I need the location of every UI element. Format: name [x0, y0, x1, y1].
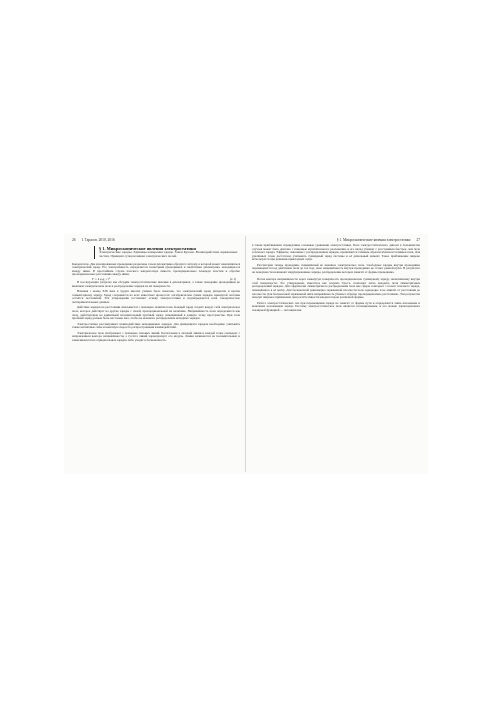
formula-label: (1.1) — [229, 277, 236, 281]
section-subtitle: Электрические заряды. Единицы измерения заряда. Закон Кулона. Взаимодействие заряженных частиц. Принцип суперпозиции электрических полей. — [99, 250, 238, 258]
left-page — [72, 238, 240, 472]
page-gutter — [245, 236, 246, 472]
paragraph: Поток вектора напряжённости через замкнутую поверхность пропорционален суммарному заряду, заключённому внутри этой поверхности. Это утверждение, известное как теорема Гаусса, позволяет легко находить поля симметричных распределений зарядов. Для сферически симметричного распределения поле вне сферы совпадает с полем точечного заряда, помещённого в её центр. Для бесконечной равномерно заряженной плоскости поле однородно и не зависит от расстояния до плоскости. Для бесконечной заряженной нити напряжённость убывает обратно пропорционально расстоянию. Эти результаты находят широкое применение при расчёте ёмкости конденсаторов различной формы. — [252, 277, 420, 300]
page-number-right: 27 — [416, 238, 420, 242]
section-title: § 1. Микроскопические явления электростатики — [99, 246, 196, 251]
running-head-right — [252, 238, 420, 242]
paragraph: В последующих разделах мы обсудим электростатические явления в диэлектриках, а также поведение проводников во внешнем электрическом поле и распределение зарядов на их поверхности. — [72, 280, 240, 288]
page-number-left: 26 — [72, 238, 76, 242]
paragraph: Работа электростатических сил при перемещении заряда не зависит от формы пути и определяется лишь начальным и конечным положением заряда. Поэтому электростатическое поле является потенциальным, и его можно характеризовать скалярной функцией — потенциалом. — [252, 300, 420, 312]
formula-expression: F = k q₁q₂ / r² — [92, 277, 110, 281]
running-head-right-title: § 1. Микроскопические явления электростатики — [336, 238, 411, 242]
paragraph: Действие зарядов на расстоянии описывается с помощью понятия поля. Каждый заряд создаёт вокруг себя электрическое поле, которое действует на другие заряды с силой, пропорциональной их величине. Напряжённость поля определяется как сила, действующая на единичный положительный пробный заряд, помещённый в данную точку пространства. При этом пробный заряд должен быть настолько мал, чтобы не искажать распределение исходных зарядов. — [72, 305, 240, 321]
right-page — [252, 238, 420, 472]
paragraph: Начиная с конца XIX века в трудах многих учёных было показано, что электрический заряд дискретен и кратен элементарному заряду. Заряд сохраняется во всех известных процессах: алгебраическая сумма зарядов замкнутой системы остаётся постоянной. Эти утверждения составляют основу электростатики и подтверждаются всей совокупностью экспериментальных данных. — [72, 289, 240, 304]
section-heading-box — [94, 246, 240, 259]
running-head-left-title: I. Тарасов. 2010, 2016 — [81, 238, 115, 242]
paragraph: в таком приближении справедливы основные уравнения электростатики. Поле электростатического диполя в большинстве случаев может быть описано с помощью мультипольного разложения, и его вклад убывает с расстоянием быстрее, чем поле точечного заряда. Эффекты, связанные с распределением зарядов, проявляются главным образом вблизи источников поля. Для удалённых точек достаточно учитывать суммарный заряд системы и её дипольный момент. Такое приближение широко используется при решении прикладных задач. — [252, 243, 420, 262]
paragraph: Электрическое поле изображают с помощью силовых линий. Касательная к силовой линии в каждой точке совпадает с направлением вектора напряжённости, а густота линий характеризует его модуль. Линии начинаются на положительных и заканчиваются на отрицательных зарядах либо уходят в бесконечность. — [72, 330, 240, 342]
book-spread — [64, 234, 428, 474]
paragraph: Электростатика рассматривает взаимодействие неподвижных зарядов. Для движущихся зарядов необходимо учитывать также магнитные силы и конечную скорость распространения взаимодействия. — [72, 321, 240, 330]
paragraph: Конденсатор. Два изолированных проводника разделены слоем диэлектрика образуют систему, в которой может накапливаться электрический заряд. Его электроёмкость определяется геометрией проводников и свойствами диэлектрика, находящегося между ними. В простейшем случае плоского конденсатора ёмкость пропорциональна площади пластин и обратно пропорциональна расстоянию между ними. — [72, 261, 240, 277]
running-head-left — [72, 238, 240, 242]
paragraph: Рассмотрим теперь проводник, помещённый во внешнее электрическое поле. Свободные заряды внутри проводника перемещаются под действием поля до тех пор, пока напряжённость внутри проводника не станет равной нулю. В результате на поверхности возникают индуцированные заряды, распределение которых зависит от формы проводника. — [252, 262, 420, 274]
